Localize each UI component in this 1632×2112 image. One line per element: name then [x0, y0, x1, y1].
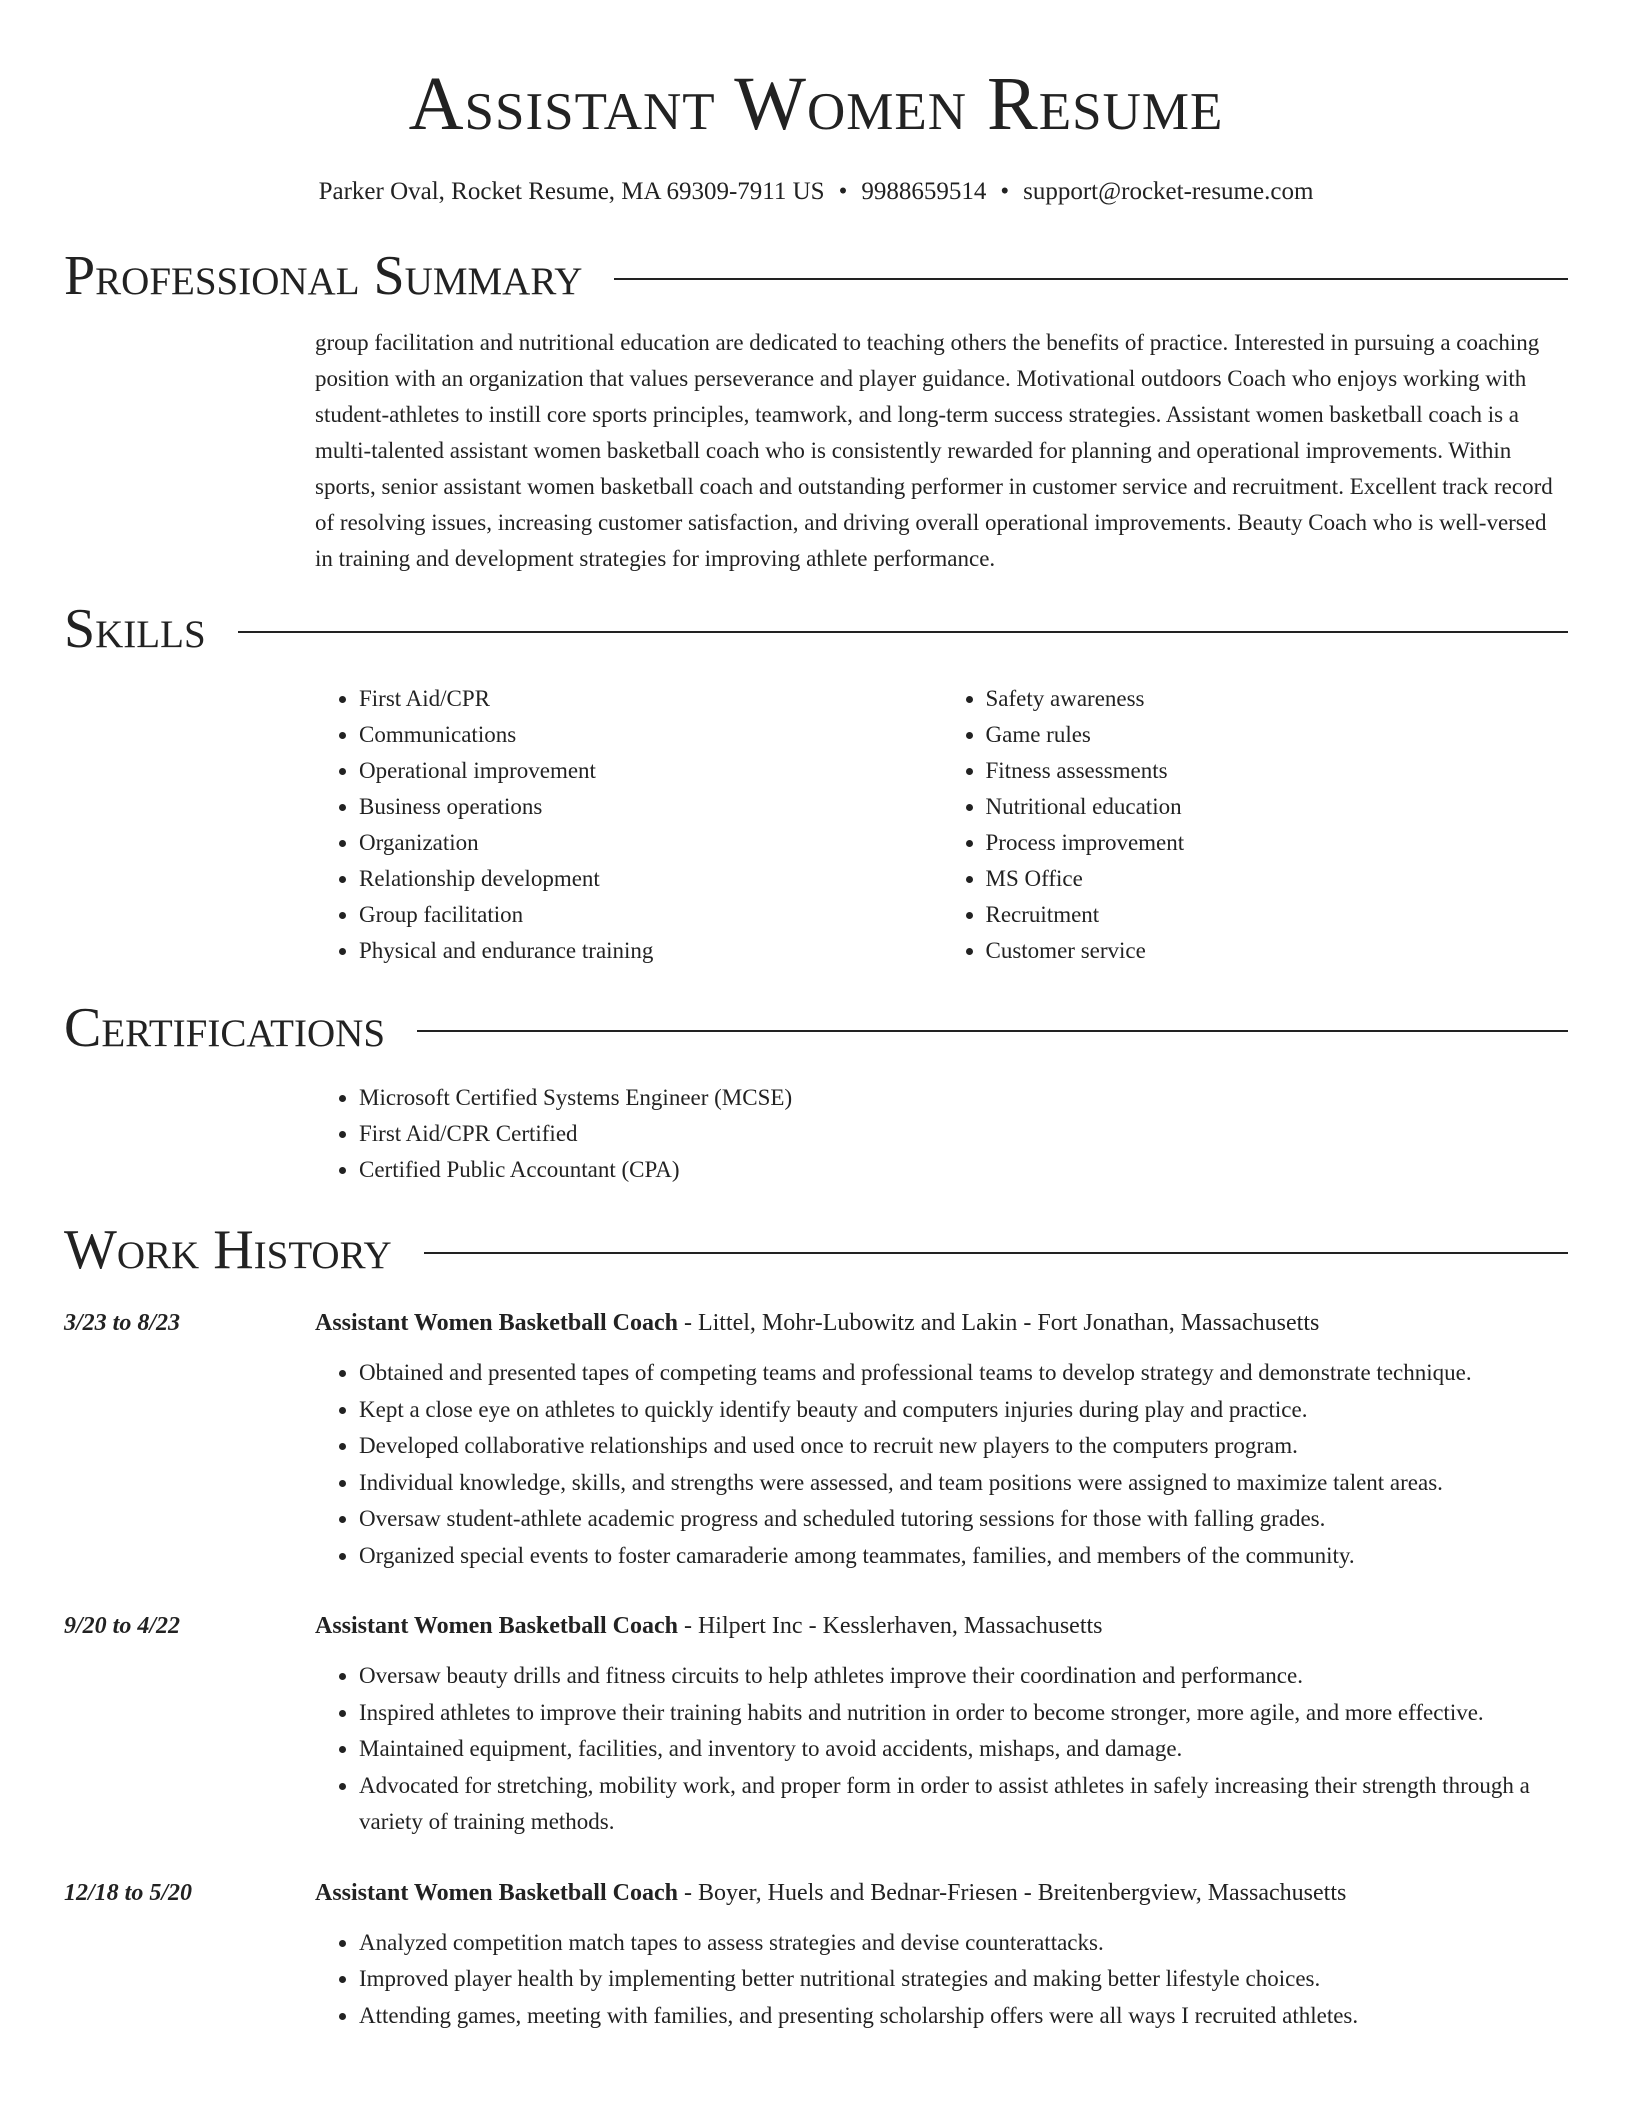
skill-item: • Operational improvement: [359, 753, 942, 789]
certification-item: • Certified Public Accountant (CPA): [359, 1152, 1568, 1188]
job-title-line: [315, 1608, 1568, 1644]
contact-email[interactable]: support@rocket-resume.com: [1023, 178, 1314, 205]
job-bullet: • Improved player health by implementing better nutritional strategies and making better lifestyle choices.: [359, 1961, 1568, 1998]
contact-phone: 9988659514: [861, 178, 987, 205]
resume-title: Assistant Women Resume: [408, 62, 1224, 146]
work-header: [64, 1218, 1568, 1282]
job-bullet: • Obtained and presented tapes of competing teams and professional teams to develop strategy and demonstrate technique.: [359, 1355, 1568, 1392]
job-bullet: • Maintained equipment, facilities, and inventory to avoid accidents, mishaps, and damage.: [359, 1731, 1568, 1768]
job-detail: [315, 1608, 1568, 1841]
skill-item: • MS Office: [986, 861, 1569, 897]
job-dates: 12/18 to 5/20: [64, 1879, 193, 1906]
job-role: Assistant Women Basketball Coach: [315, 1879, 678, 1906]
skill-item: • Safety awareness: [986, 681, 1569, 717]
job-detail: [315, 1305, 1568, 1574]
work-heading: Work History: [64, 1219, 392, 1281]
skill-item: • Process improvement: [986, 825, 1569, 861]
certification-item: • Microsoft Certified Systems Engineer (MCSE): [359, 1080, 1568, 1116]
section-divider: [614, 278, 1568, 280]
job-bullets: [315, 1925, 1568, 2035]
skills-heading: Skills: [64, 598, 206, 660]
skill-item: • Group facilitation: [359, 897, 942, 933]
skill-item: • First Aid/CPR: [359, 681, 942, 717]
work-section: [64, 1218, 1568, 2034]
skill-item: • Organization: [359, 825, 942, 861]
job-bullets: [315, 1658, 1568, 1841]
skills-grid: [315, 681, 1568, 969]
job-role: Assistant Women Basketball Coach: [315, 1310, 678, 1336]
section-divider: [238, 631, 1568, 633]
skills-list-right: [942, 681, 1569, 969]
job-bullet: • Kept a close eye on athletes to quickly identify beauty and computers injuries during play and practice.: [359, 1392, 1568, 1429]
job-bullet: • Analyzed competition match tapes to assess strategies and devise counterattacks.: [359, 1925, 1568, 1962]
summary-body: [315, 325, 1568, 577]
job-entry: [64, 1875, 1568, 2035]
skill-item: • Game rules: [986, 717, 1569, 753]
certifications-section: [64, 996, 1568, 1188]
contact-separator: •: [838, 178, 848, 205]
job-bullet: • Inspired athletes to improve their training habits and nutrition in order to become stronger, more agile, and more effective.: [359, 1695, 1568, 1732]
contact-line: [64, 176, 1568, 208]
job-bullet: • Attending games, meeting with families, and presenting scholarship offers were all ways I recruited athletes.: [359, 1998, 1568, 2035]
certifications-list: [315, 1080, 1568, 1188]
job-org: - Hilpert Inc - Kesslerhaven, Massachusetts: [677, 1613, 1103, 1639]
certifications-header: [64, 996, 1568, 1060]
skill-item: • Customer service: [986, 933, 1569, 969]
summary-section: [64, 244, 1568, 577]
job-bullet: • Organized special events to foster camaraderie among teammates, families, and members of the community.: [359, 1538, 1568, 1575]
job-detail: [315, 1875, 1568, 2035]
skills-section: [64, 597, 1568, 969]
job-role: Assistant Women Basketball Coach: [315, 1613, 678, 1639]
summary-heading: Professional Summary: [64, 245, 583, 307]
job-title-line: [315, 1875, 1568, 1911]
job-bullet: • Individual knowledge, skills, and strengths were assessed, and team positions were assigned to maximize talent areas.: [359, 1465, 1568, 1502]
certifications-body: [315, 1080, 1568, 1188]
job-entry: [64, 1305, 1568, 1574]
job-bullets: [315, 1355, 1568, 1574]
job-title-line: [315, 1305, 1568, 1341]
skill-item: • Relationship development: [359, 861, 942, 897]
job-dates: 3/23 to 8/23: [64, 1310, 181, 1336]
job-bullet: • Developed collaborative relationships and used once to recruit new players to the computers program.: [359, 1428, 1568, 1465]
summary-header: [64, 244, 1568, 308]
skills-list-left: [315, 681, 942, 969]
job-org: - Boyer, Huels and Bednar-Friesen - Breitenbergview, Massachusetts: [677, 1879, 1347, 1906]
contact-address: Parker Oval, Rocket Resume, MA 69309-7911 US: [318, 178, 825, 205]
skill-item: • Nutritional education: [986, 789, 1569, 825]
job-dates: 9/20 to 4/22: [64, 1613, 181, 1639]
skill-item: • Business operations: [359, 789, 942, 825]
skill-item: • Fitness assessments: [986, 753, 1569, 789]
job-entry: [64, 1608, 1568, 1841]
job-org: - Littel, Mohr-Lubowitz and Lakin - Fort Jonathan, Massachusetts: [677, 1310, 1320, 1336]
skill-item: • Physical and endurance training: [359, 933, 942, 969]
skills-header: [64, 597, 1568, 661]
contact-separator: •: [1000, 178, 1010, 205]
job-bullet: • Advocated for stretching, mobility work, and proper form in order to assist athletes in safely increasing their strength through a variety of training methods.: [359, 1768, 1568, 1841]
section-divider: [424, 1252, 1568, 1254]
section-divider: [417, 1030, 1568, 1032]
certifications-heading: Certifications: [64, 997, 386, 1059]
certification-item: • First Aid/CPR Certified: [359, 1116, 1568, 1152]
job-bullet: • Oversaw student-athlete academic progress and scheduled tutoring sessions for those with falling grades.: [359, 1501, 1568, 1538]
summary-text: group facilitation and nutritional education are dedicated to teaching others the benefits of practice. Interested in pursuing a coaching position with an organization that values perseverance and player guidance. Motivational outdoors Coach who enjoys working with student-athletes to instill core sports principles, teamwork, and long-term success strategies. Assistant women basketball coach is a multi-talented assistant women basketball coach who is consistently rewarded for planning and operational improvements. Within sports, senior assistant women basketball coach and outstanding performer in customer service and recruitment. Excellent track record of resolving issues, increasing customer satisfaction, and driving overall operational improvements. Beauty Coach who is well-versed in training and development strategies for improving athlete performance.: [315, 330, 1553, 571]
job-bullet: • Oversaw beauty drills and fitness circuits to help athletes improve their coordination and performance.: [359, 1658, 1568, 1695]
skill-item: • Recruitment: [986, 897, 1569, 933]
skill-item: • Communications: [359, 717, 942, 753]
